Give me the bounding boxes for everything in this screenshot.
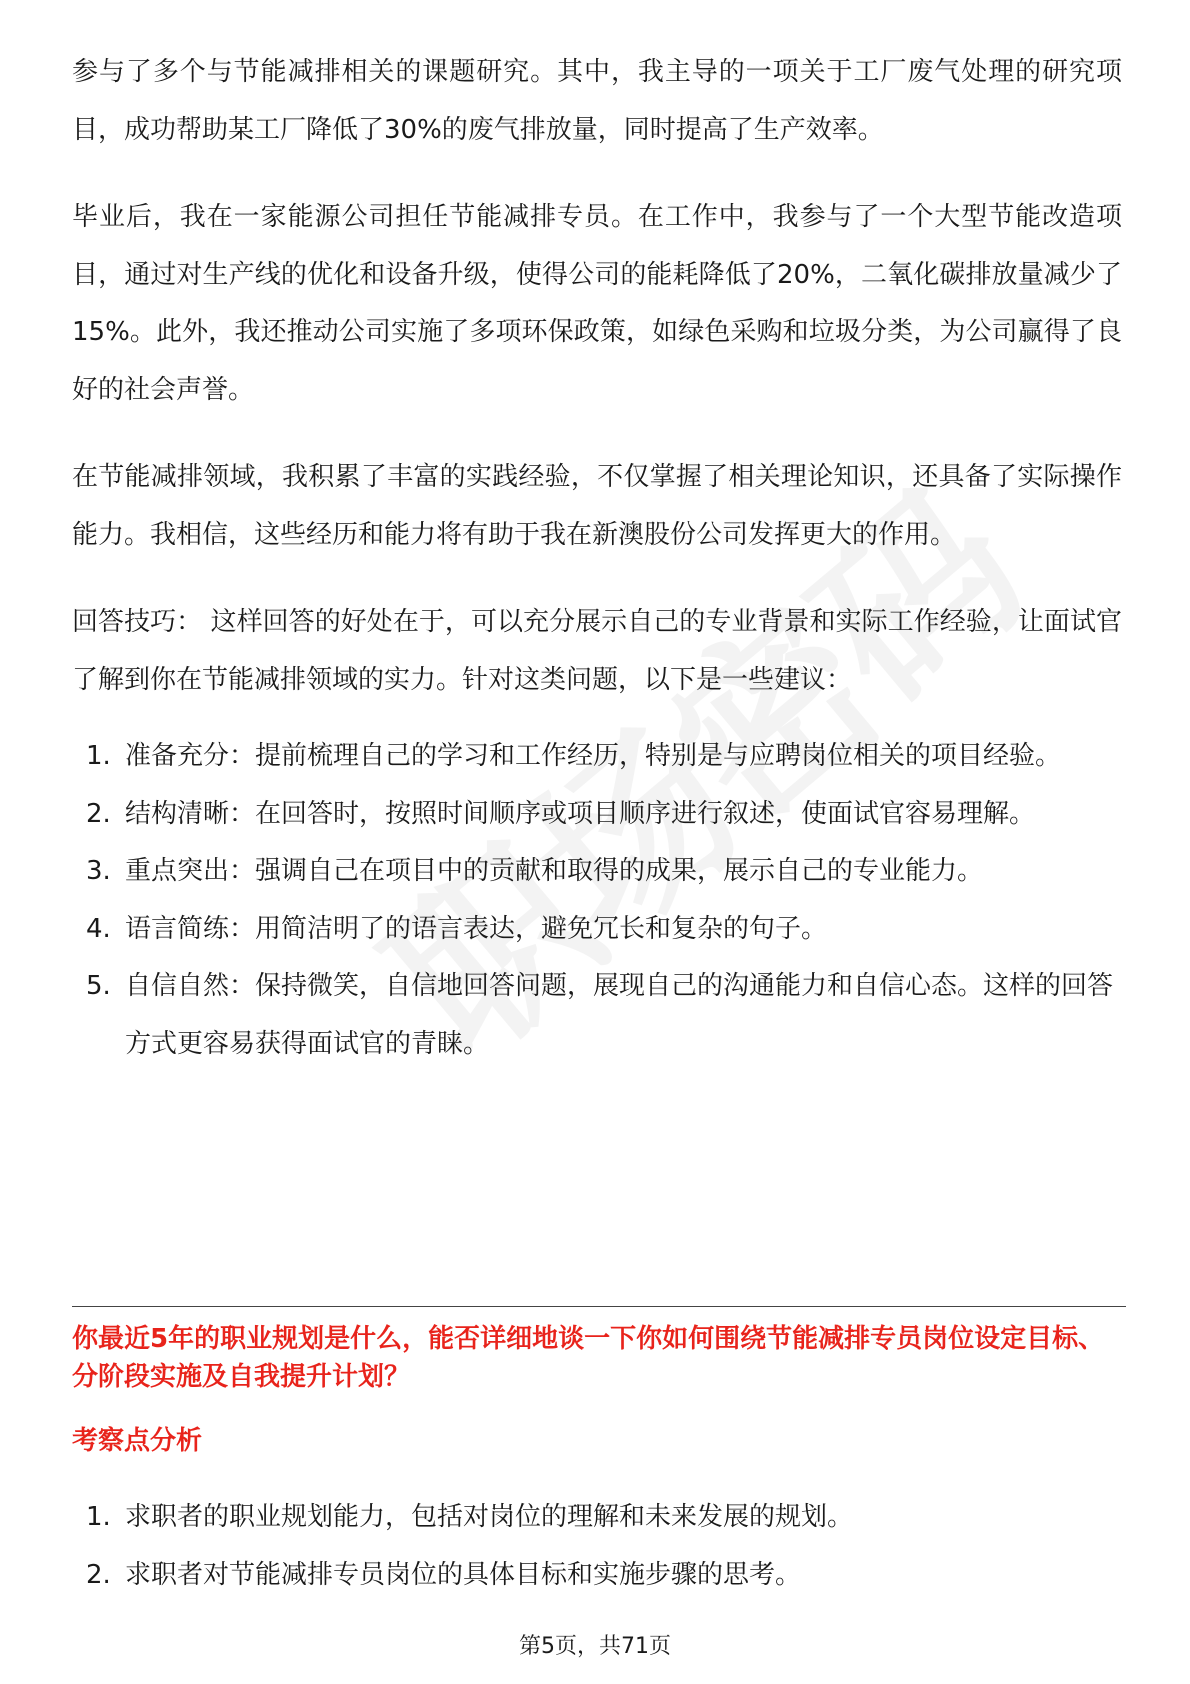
list-item [72, 1547, 1126, 1605]
document-body [72, 44, 1122, 1073]
list-item [72, 728, 1122, 786]
list-item-text: 结构清晰：在回答时，按照时间顺序或项目顺序进行叙述，使面试官容易理解。 [125, 798, 1036, 829]
section-divider [72, 1306, 1126, 1307]
list-item [72, 786, 1122, 844]
list-item [72, 843, 1122, 901]
list-number: 4. [86, 913, 111, 944]
list-item [72, 1489, 1126, 1547]
list-item [72, 958, 1122, 1073]
list-item-text: 语言简练：用简洁明了的语言表达，避免冗长和复杂的句子。 [125, 913, 828, 944]
analysis-heading: 考察点分析 [72, 1426, 203, 1456]
list-item-text: 求职者对节能减排专员岗位的具体目标和实施步骤的思考。 [125, 1559, 802, 1590]
list-number: 5. [86, 971, 111, 1001]
list-item-text: 求职者的职业规划能力，包括对岗位的理解和未来发展的规划。 [125, 1502, 854, 1532]
paragraph-summary: 在节能减排领域，我积累了丰富的实践经验，不仅掌握了相关理论知识，还具备了实际操作能力。我相信，这些经历和能力将有助于我在新澳股份公司发挥更大的作用。 [72, 462, 1122, 550]
paragraph-research: 参与了多个与节能减排相关的课题研究。其中，我主导的一项关于工厂废气处理的研究项目，成功帮助某工厂降低了30%的废气排放量，同时提高了生产效率。 [72, 57, 1122, 145]
list-item-text: 准备充分：提前梳理自己的学习和工作经历，特别是与应聘岗位相关的项目经验。 [125, 741, 1062, 771]
tips-list [72, 728, 1122, 1073]
list-item-text: 自信自然：保持微笑，自信地回答问题，展现自己的沟通能力和自信心态。这样的回答方式更容易获得面试官的青睐。 [125, 971, 1114, 1059]
list-number: 1. [86, 741, 111, 771]
list-number: 3. [86, 856, 111, 886]
analysis-list [72, 1489, 1126, 1604]
list-number: 2. [86, 798, 111, 829]
list-item-text: 重点突出：强调自己在项目中的贡献和取得的成果，展示自己的专业能力。 [125, 856, 984, 886]
list-item [72, 901, 1122, 959]
paragraph-answer-tips: 回答技巧： 这样回答的好处在于，可以充分展示自己的专业背景和实际工作经验，让面试官了解到你在节能减排领域的实力。针对这类问题，以下是一些建议： [72, 607, 1122, 695]
list-number: 1. [86, 1502, 111, 1532]
page-footer: 第5页，共71页 [519, 1634, 671, 1659]
list-number: 2. [86, 1559, 111, 1590]
paragraph-work-experience: 毕业后，我在一家能源公司担任节能减排专员。在工作中，我参与了一个大型节能改造项目，通过对生产线的优化和设备升级，使得公司的能耗降低了20%，二氧化碳排放量减少了15%。此外，我还推动公司实施了多项环保政策，如绿色采购和垃圾分类，为公司赢得了良好的社会声誉。 [72, 202, 1122, 405]
interview-question: 你最近5年的职业规划是什么，能否详细地谈一下你如何围绕节能减排专员岗位设定目标、分阶段实施及自我提升计划？ [72, 1324, 1105, 1392]
